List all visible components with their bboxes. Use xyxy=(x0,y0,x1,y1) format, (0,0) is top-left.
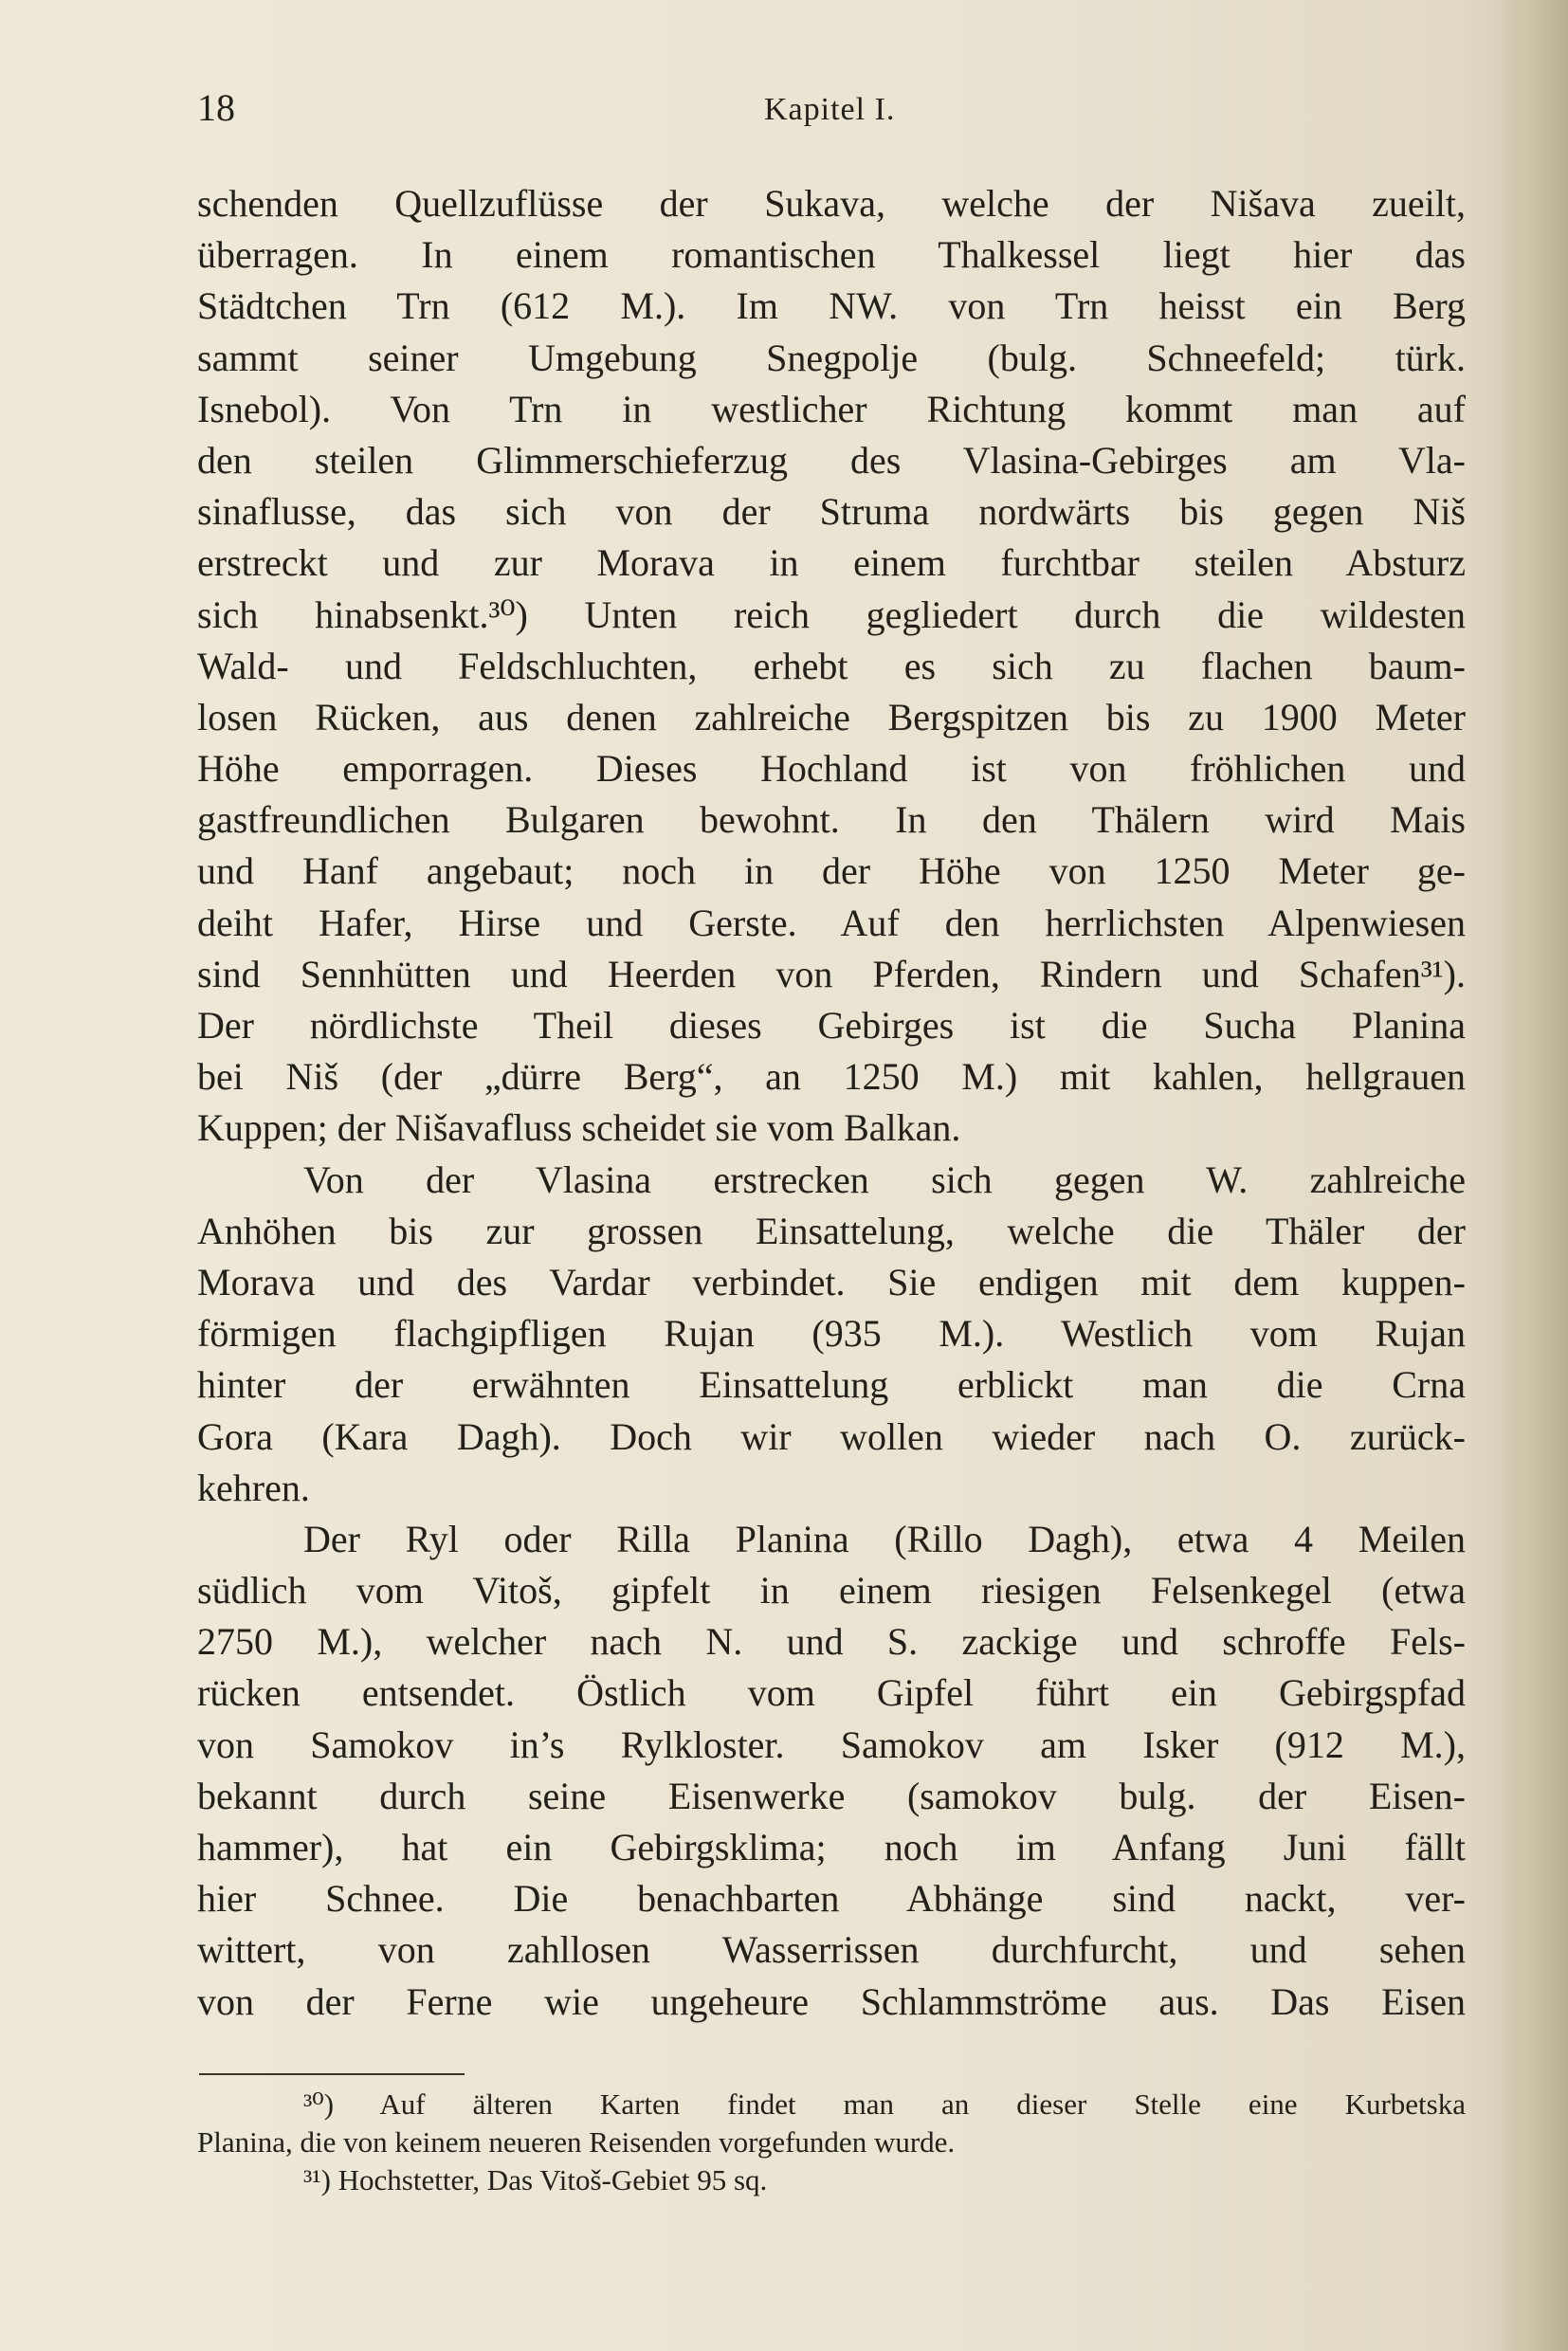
text-line: Isnebol). Von Trn in westlicher Richtung kommt man auf xyxy=(197,387,1466,430)
text-line: losen Rücken, aus denen zahlreiche Bergspitzen bis zu 1900 Meter xyxy=(197,695,1466,738)
page-edge-shading xyxy=(1500,0,1568,2351)
text-line: kehren. xyxy=(197,1466,310,1509)
page-number: 18 xyxy=(197,86,235,129)
running-head: Kapitel I. xyxy=(764,92,896,127)
text-line: förmigen flachgipfligen Rujan (935 M.). Westlich vom Rujan xyxy=(197,1312,1466,1356)
text-line: den steilen Glimmerschieferzug des Vlasina-Gebirges am Vla- xyxy=(197,438,1466,482)
text-line: und Hanf angebaut; noch in der Höhe von 1250 Meter ge- xyxy=(197,849,1466,893)
text-line: bekannt durch seine Eisenwerke (samokov bulg. der Eisen- xyxy=(197,1774,1466,1817)
text-line: erstreckt und zur Morava in einem furchtbar steilen Absturz xyxy=(197,541,1466,585)
text-line: hammer), hat ein Gebirgsklima; noch im Anfang Juni fällt xyxy=(197,1826,1466,1868)
text-line: deiht Hafer, Hirse und Gerste. Auf den herrlichsten Alpenwiesen xyxy=(197,901,1466,944)
text-line: Anhöhen bis zur grossen Einsattelung, welche die Thäler der xyxy=(197,1209,1466,1252)
text-line: überragen. In einem romantischen Thalkessel liegt hier das xyxy=(197,233,1466,277)
footnote-line: Planina, die von keinem neueren Reisenden vorgefunden wurde. xyxy=(197,2125,956,2159)
text-line: bei Niš (der „dürre Berg“, an 1250 M.) mit kahlen, hellgrauen xyxy=(197,1055,1466,1099)
text-line: schenden Quellzuflüsse der Sukava, welche der Nišava zueilt, xyxy=(197,182,1466,225)
text-line: Morava und des Vardar verbindet. Sie endigen mit dem kuppen- xyxy=(197,1260,1466,1303)
text-line: wittert, von zahllosen Wasserrissen durchfurcht, und sehen xyxy=(197,1928,1466,1972)
text-line: von der Ferne wie ungeheure Schlammströme aus. Das Eisen xyxy=(197,1979,1466,2023)
footnote-line: ³⁰) Auf älteren Karten findet man an dieser Stelle eine Kurbetska xyxy=(303,2087,1466,2121)
text-line: sinaflusse, das sich von der Struma nordwärts bis gegen Niš xyxy=(197,490,1466,534)
text-line: Von der Vlasina erstrecken sich gegen W. zahlreiche xyxy=(303,1157,1466,1201)
text-line: Wald- und Feldschluchten, erhebt es sich zu flachen baum- xyxy=(197,644,1466,687)
text-line: sammt seiner Umgebung Snegpolje (bulg. Schneefeld; türk. xyxy=(197,336,1466,379)
footnote-line: ³¹) Hochstetter, Das Vitoš-Gebiet 95 sq. xyxy=(303,2163,768,2196)
text-line: sich hinabsenkt.³⁰) Unten reich gegliedert durch die wildesten xyxy=(197,592,1466,636)
text-line: Städtchen Trn (612 M.). Im NW. von Trn heisst ein Berg xyxy=(197,284,1466,328)
text-line: Gora (Kara Dagh). Doch wir wollen wieder nach O. zurück- xyxy=(197,1414,1466,1458)
text-line: von Samokov in’s Rylkloster. Samokov am Isker (912 M.), xyxy=(197,1722,1466,1766)
text-line: Der Ryl oder Rilla Planina (Rillo Dagh), etwa 4 Meilen xyxy=(303,1517,1466,1560)
footnote-rule xyxy=(199,2073,465,2075)
text-line: Der nördlichste Theil dieses Gebirges ist die Sucha Planina xyxy=(197,1004,1466,1047)
text-line: rücken entsendet. Östlich vom Gipfel führt ein Gebirgspfad xyxy=(197,1671,1466,1715)
text-line: Höhe emporragen. Dieses Hochland ist von fröhlichen und xyxy=(197,747,1466,791)
page-header xyxy=(197,80,1458,137)
body-text xyxy=(197,178,1466,2028)
footnotes xyxy=(197,2086,1466,2199)
text-line: 2750 M.), welcher nach N. und S. zackige und schroffe Fels- xyxy=(197,1620,1466,1664)
text-line: Kuppen; der Nišavafluss scheidet sie vom Balkan. xyxy=(197,1106,961,1150)
text-line: gastfreundlichen Bulgaren bewohnt. In den Thälern wird Mais xyxy=(197,798,1466,842)
text-line: hinter der erwähnten Einsattelung erblickt man die Crna xyxy=(197,1363,1466,1407)
text-line: sind Sennhütten und Heerden von Pferden, Rindern und Schafen³¹). xyxy=(197,952,1466,995)
text-line: südlich vom Vitoš, gipfelt in einem riesigen Felsenkegel (etwa xyxy=(197,1569,1466,1613)
text-line: hier Schnee. Die benachbarten Abhänge sind nackt, ver- xyxy=(197,1877,1466,1921)
